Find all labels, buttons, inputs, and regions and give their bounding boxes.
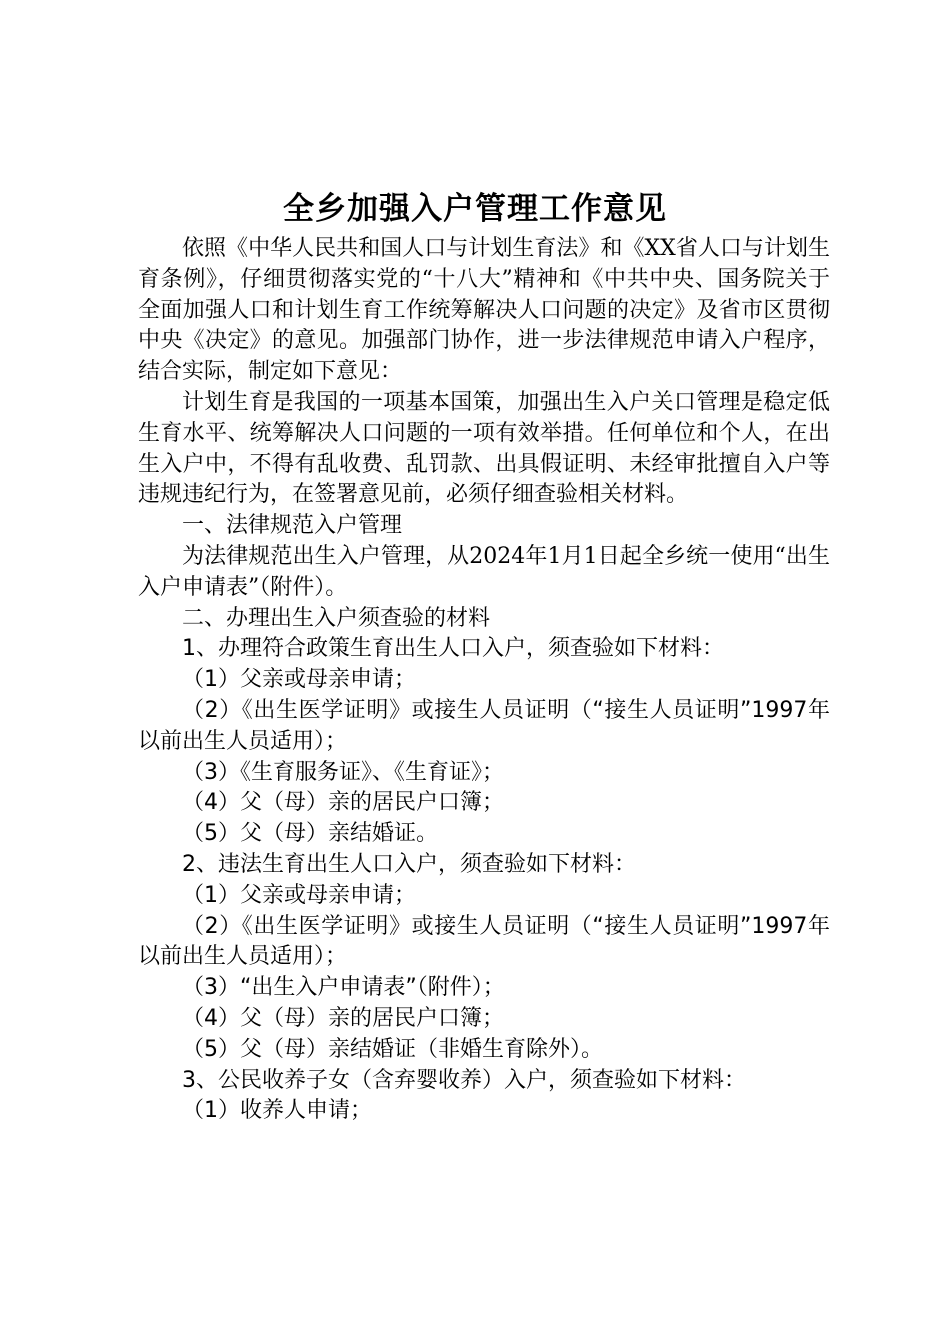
list-item: （5）父（母）亲结婚证。 bbox=[182, 821, 438, 847]
list-item: （3）《生育服务证》、《生育证》； bbox=[182, 759, 504, 785]
policy-paragraph: 计划生育是我国的一项基本国策，加强出生入户关口管理是稳定低生育水平、统筹解决人口问题的一项有效举措。任何单位和个人，在出生入户中，不得有乱收费、乱罚款、出具假证明、未经审批擅自入户等违规违纪行为，在签署意见前，必须仔细查验相关材料。 bbox=[138, 389, 830, 508]
list-item: （2）《出生医学证明》或接生人员证明（“接生人员证明”1997年以前出生人员适用）； bbox=[138, 697, 830, 754]
subsection-heading-1: 1、办理符合政策生育出生人口入户，须查验如下材料： bbox=[182, 636, 724, 662]
list-item: （3）“出生入户申请表”（附件）； bbox=[182, 975, 505, 1001]
list-item: （2）《出生医学证明》或接生人员证明（“接生人员证明”1997年以前出生人员适用）； bbox=[138, 913, 830, 970]
list-item: （1）父亲或母亲申请； bbox=[182, 882, 416, 908]
intro-paragraph: 依照《中华人民共和国人口与计划生育法》和《XX省人口与计划生育条例》，仔细贯彻落实党的“十八大”精神和《中共中央、国务院关于全面加强人口和计划生育工作统筹解决人口问题的决定》及省市区贯彻中央《决定》的意见。加强部门协作，进一步法律规范申请入户程序，结合实际，制定如下意见： bbox=[138, 236, 830, 385]
list-item: （4）父（母）亲的居民户口簿； bbox=[182, 1005, 504, 1031]
list-item: （5）父（母）亲结婚证（非婚生育除外）。 bbox=[182, 1036, 603, 1062]
list-item: （1）父亲或母亲申请； bbox=[182, 667, 416, 693]
list-item: （1）收养人申请； bbox=[182, 1098, 372, 1124]
section-heading-1: 一、法律规范入户管理 bbox=[182, 513, 403, 539]
document-body bbox=[138, 234, 830, 1127]
section-heading-2: 二、办理出生入户须查验的材料 bbox=[182, 605, 491, 631]
subsection-heading-2: 2、违法生育出生人口入户，须查验如下材料： bbox=[182, 851, 636, 877]
subsection-heading-3: 3、公民收养子女（含弃婴收养）入户，须查验如下材料： bbox=[182, 1067, 746, 1093]
section-1-paragraph: 为法律规范出生入户管理，从2024年1月1日起全乡统一使用“出生入户申请表”（附件）。 bbox=[138, 543, 830, 600]
list-item: （4）父（母）亲的居民户口簿； bbox=[182, 790, 504, 816]
document-title: 全乡加强入户管理工作意见 bbox=[283, 191, 667, 227]
